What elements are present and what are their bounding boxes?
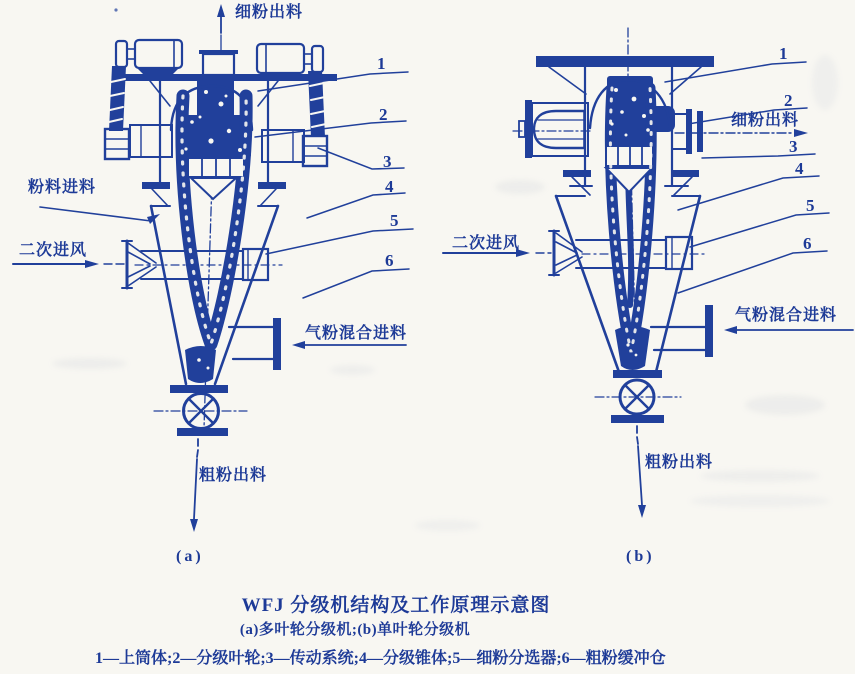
caption-legend: 1—上筒体;2—分级叶轮;3—传动系统;4—分级锥体;5—细粉分选器;6—粗粉缓冲仓: [95, 650, 666, 667]
arrow-fine-powder-b: [675, 129, 808, 137]
sub-label-b: (b): [626, 548, 655, 565]
part-number-3-a: 3: [383, 152, 392, 171]
part-number-6-b: 6: [803, 234, 812, 253]
roof-plate-b: [536, 56, 714, 67]
caption-subtitle: (a)多叶轮分级机;(b)单叶轮分级机: [239, 622, 471, 638]
cone-tip-powder-b: [615, 326, 650, 370]
motor-left-a: [116, 40, 182, 74]
label-fine-powder-out-b: 细粉出料: [731, 112, 800, 129]
fine-powder-outlet-b: [672, 109, 703, 154]
label-coarse-powder-out-b: 粗粉出料: [645, 454, 714, 471]
arrow-gas-feed-b: [724, 326, 853, 334]
machine-a-drawing: [13, 4, 413, 532]
leader-lines-b: [665, 62, 829, 293]
ink-speck: [114, 8, 117, 11]
label-gas-powder-feed-a: 气粉混合进料: [305, 325, 408, 342]
arrow-coarse-powder-a: [190, 439, 198, 532]
part-number-5-b: 5: [806, 196, 815, 215]
arrow-secondary-air-a: [13, 260, 126, 268]
part-number-5-a: 5: [390, 211, 399, 230]
arrow-fine-powder-a: [217, 4, 225, 50]
arrow-powder-feed-a: [40, 207, 160, 224]
gas-inlet-pipe-b: [651, 305, 713, 357]
part-number-4-a: 4: [385, 177, 394, 196]
part-number-4-b: 4: [795, 159, 804, 178]
part-number-6-a: 6: [385, 251, 394, 270]
label-coarse-powder-out-a: 粗粉出料: [199, 467, 268, 484]
rotary-valve-b: [595, 370, 681, 423]
label-gas-powder-feed-b: 气粉混合进料: [735, 307, 838, 324]
rotary-valve-a: [154, 385, 247, 436]
caption-title: WFJ 分级机结构及工作原理示意图: [241, 595, 551, 616]
label-powder-feed-a: 粉料进料: [28, 179, 97, 196]
label-fine-powder-out-a: 细粉出料: [235, 4, 304, 21]
sub-label-a: (a): [176, 548, 204, 565]
cone-tip-powder-a: [185, 346, 216, 383]
arrow-coarse-powder-b: [637, 426, 646, 518]
top-outlet-box-a: [203, 54, 234, 75]
part-number-1-a: 1: [377, 54, 386, 73]
part-number-3-b: 3: [789, 137, 798, 156]
part-number-1-b: 1: [779, 44, 788, 63]
top-plate-a: [123, 74, 337, 81]
part-number-2-a: 2: [379, 105, 388, 124]
label-secondary-air-b: 二次进风: [452, 235, 521, 252]
label-secondary-air-a: 二次进风: [19, 242, 88, 259]
drive-motor-b: [513, 100, 590, 158]
part-number-2-b: 2: [784, 91, 793, 110]
